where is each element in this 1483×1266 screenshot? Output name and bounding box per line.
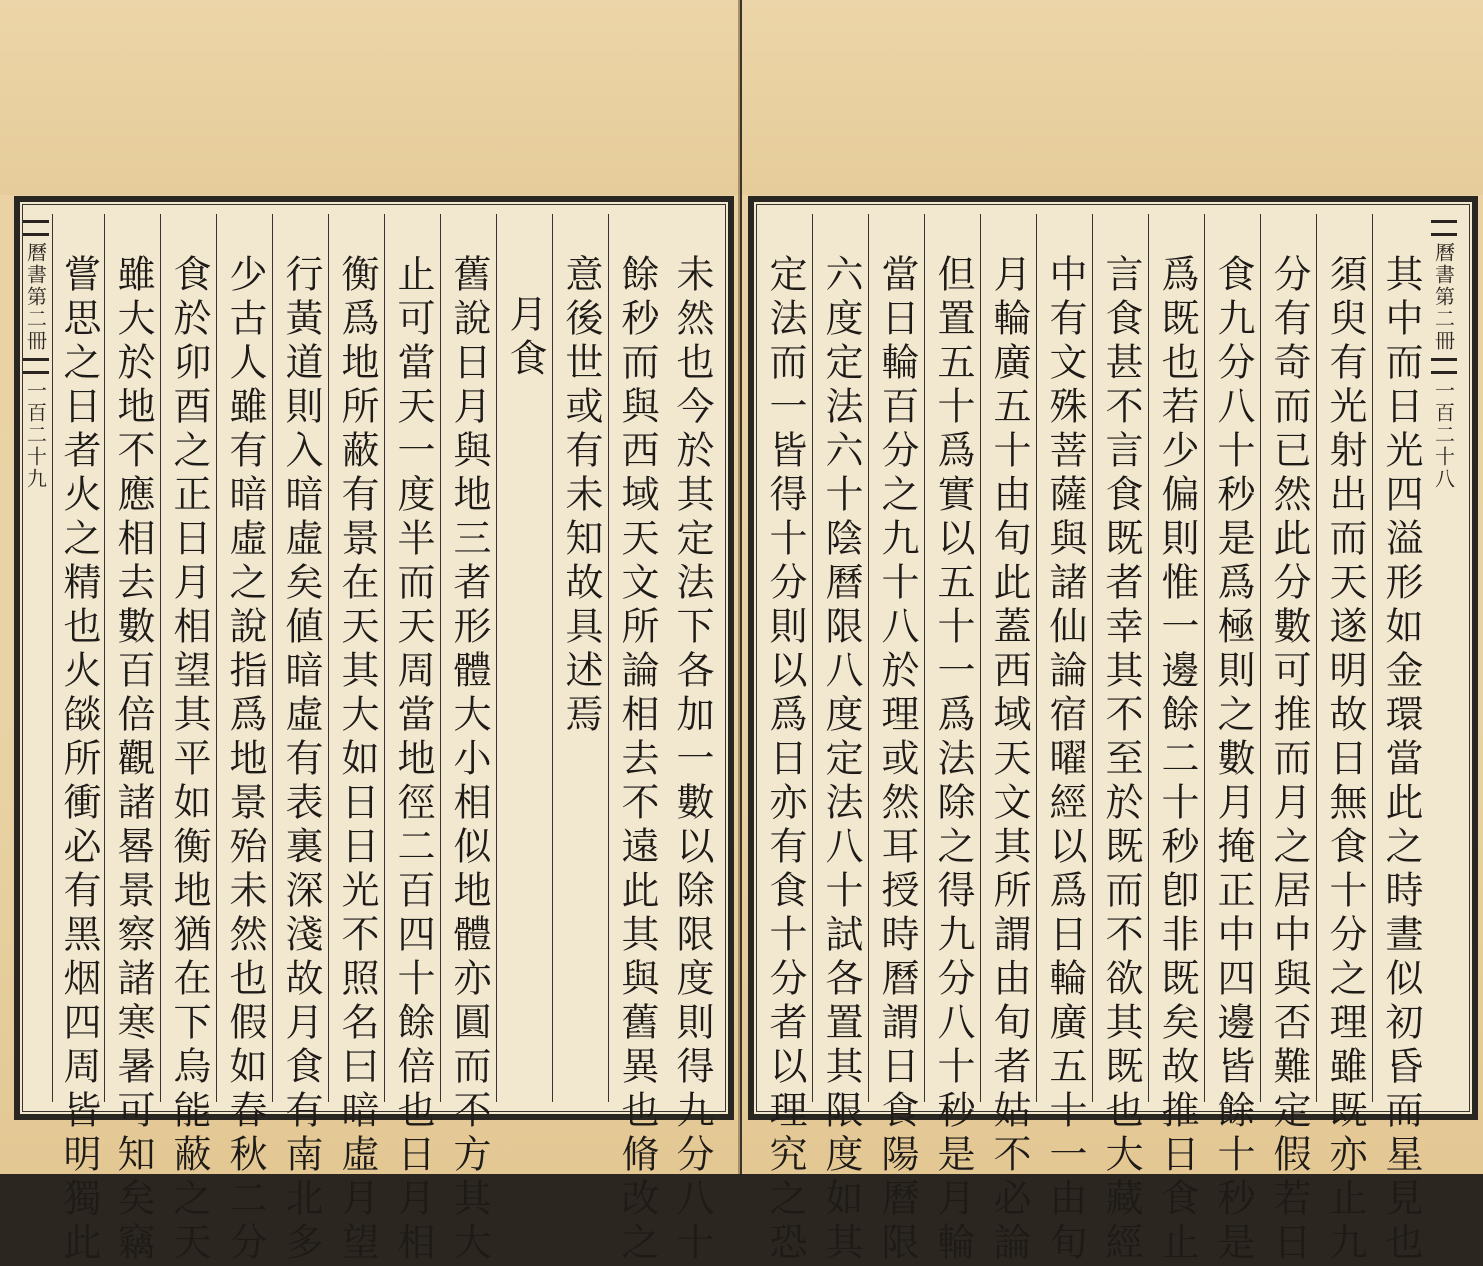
text-column: 止可當天一度半而天周當地徑二百四十餘倍也日月相 bbox=[384, 214, 441, 1102]
text-column: 分有奇而已然此分數可推而月之居中與否難定假若日 bbox=[1260, 214, 1317, 1102]
left-text-frame bbox=[14, 196, 734, 1266]
text-column: 衡爲地所蔽有景在天其大如日日光不照名曰暗虛月望 bbox=[328, 214, 385, 1102]
text-column: 嘗思之日者火之精也火燄所衝必有黑烟四周皆明獨此 bbox=[52, 214, 105, 1102]
text-column: 當日輪百分之九十八於理或然耳授時曆謂日食陽曆限 bbox=[868, 214, 925, 1102]
fishtail-mark bbox=[23, 358, 49, 374]
right-page bbox=[742, 0, 1483, 1266]
fishtail-title: 曆書第二冊 bbox=[23, 242, 48, 352]
text-column: 其中而日光四溢形如金環當此之時晝似初昏而星見也 bbox=[1372, 214, 1429, 1102]
text-column: 六度定法六十陰曆限八度定法八十試各置其限度如其 bbox=[812, 214, 869, 1102]
text-column: 行黃道則入暗虛矣値暗虛有表裏深淺故月食有南北多 bbox=[272, 214, 329, 1102]
text-column: 定法而一皆得十分則以爲日亦有食十分者以理究之恐 bbox=[763, 254, 807, 1266]
text-column: 月輪廣五十由旬此蓋西域天文其所謂由旬者姑不必論 bbox=[980, 214, 1037, 1102]
fishtail-page: 一百二十九 bbox=[23, 380, 48, 490]
text-column: 言食甚不言食既者幸其不至於既而不欲其既也大藏經 bbox=[1092, 214, 1149, 1102]
text-column: 須臾有光射出而天遂明故日無食十分之理雖既亦止九 bbox=[1316, 214, 1373, 1102]
text-column: 爲既也若少偏則惟一邊餘二十秒卽非既矣故推日食止 bbox=[1148, 214, 1205, 1102]
fishtail-mark bbox=[1431, 220, 1457, 236]
text-column: 舊說日月與地三者形體大小相似地體亦圓而不方其大 bbox=[440, 214, 497, 1102]
fishtail-page: 一百二十八 bbox=[1431, 380, 1456, 490]
text-column: 意後世或有未知故具述焉 bbox=[552, 214, 609, 1102]
fishtail-title: 曆書第二冊 bbox=[1431, 242, 1456, 352]
text-column: 餘秒而與西域天文所論相去不遠此其與舊異也脩改之 bbox=[608, 214, 665, 1102]
text-column: 雖大於地不應相去數百倍觀諸晷景察諸寒暑可知矣竊 bbox=[104, 214, 161, 1102]
text-column: 食於卯酉之正日月相望其平如衡地猶在下烏能蔽之天 bbox=[160, 214, 217, 1102]
text-column: 少古人雖有暗虛之說指爲地景殆未然也假如春秋二分 bbox=[216, 214, 273, 1102]
text-column: 未然也今於其定法下各加一數以除限度則得九分八十 bbox=[670, 254, 714, 1266]
right-fishtail bbox=[1428, 214, 1460, 1102]
text-column: 中有文殊菩薩與諸仙論宿曜經以爲日輪廣五十一由旬 bbox=[1036, 214, 1093, 1102]
left-page bbox=[0, 0, 740, 1266]
text-column: 食九分八十秒是爲極則之數月掩正中四邊皆餘十秒是 bbox=[1204, 214, 1261, 1102]
fishtail-mark bbox=[23, 220, 49, 236]
fishtail-mark bbox=[1431, 358, 1457, 374]
left-head-margin bbox=[0, 0, 738, 195]
right-text-frame bbox=[748, 196, 1478, 1266]
right-head-margin bbox=[742, 0, 1483, 195]
text-column: 但置五十爲實以五十一爲法除之得九分八十秒是月輪 bbox=[924, 214, 981, 1102]
section-heading-column: 月食 bbox=[496, 214, 553, 1102]
left-fishtail bbox=[20, 214, 52, 1102]
